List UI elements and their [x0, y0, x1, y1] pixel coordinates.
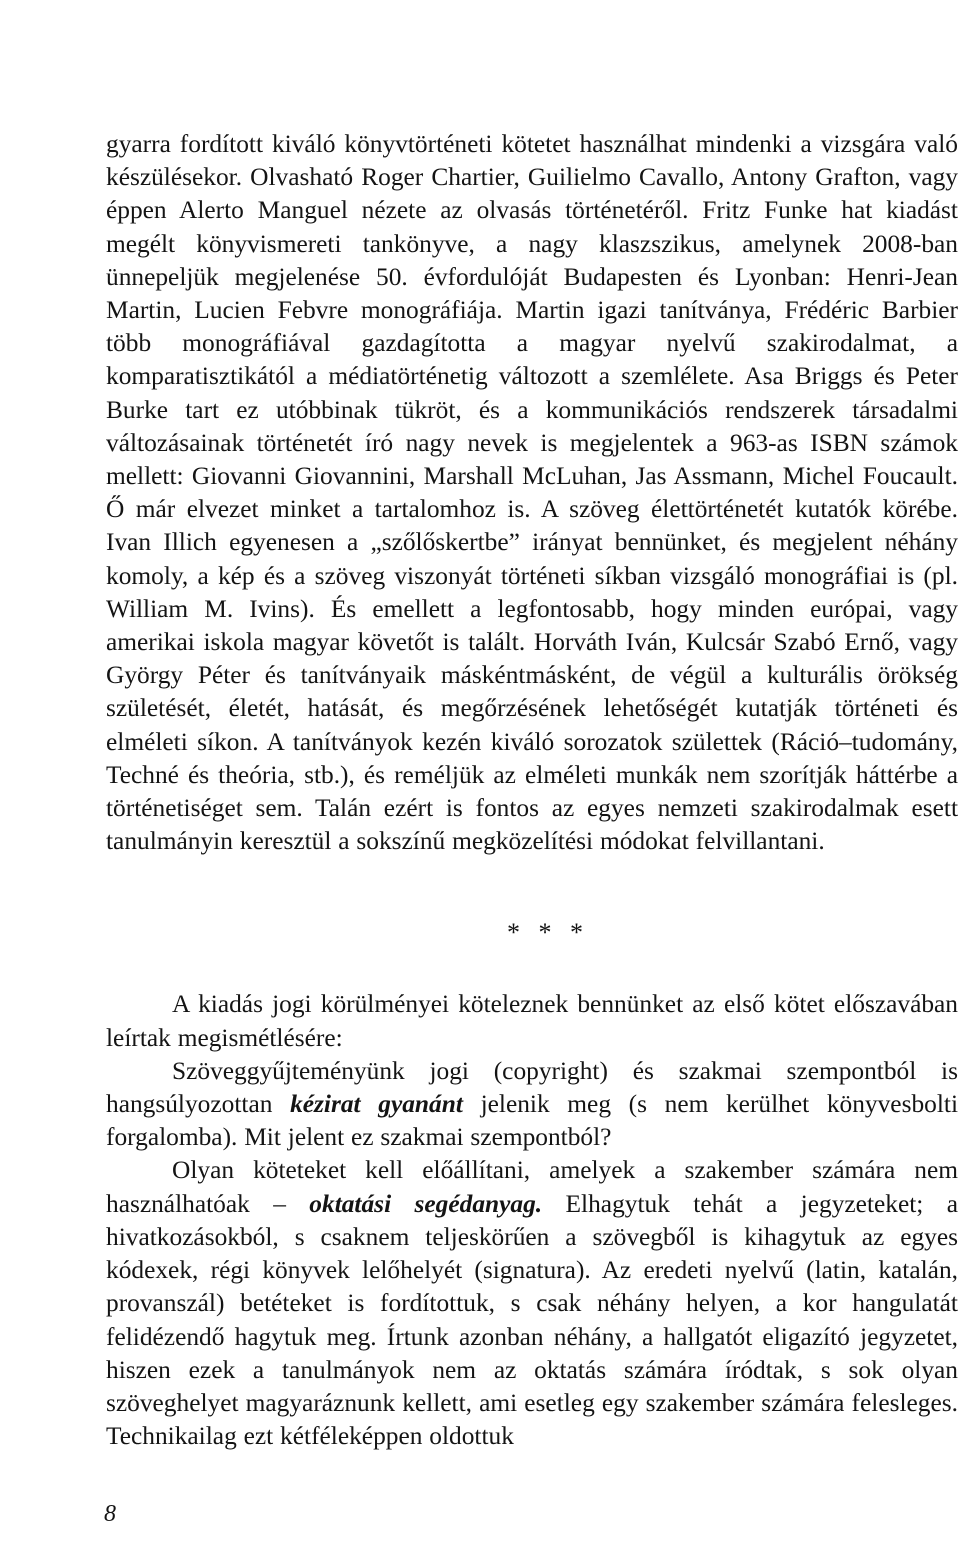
emphasis-manuscript: kézirat gyanánt: [290, 1090, 463, 1119]
paragraph-copyright-text-before: Szöveggyűjteményünk jogi (copyright) és szakmai szempontból is hangsúlyozottan: [106, 1056, 958, 1119]
paragraph-continued: gyarra fordított kiváló könyvtörténeti kötetet használhat mindenki a vizsgára való készülésekor. Olvasható Roger Chartier, Guilielmo Cavallo, Antony Grafton, vagy éppen Alerto Manguel nézete az olvasás történetéről. Fritz Funke hat kiadást megélt könyvismereti tankönyve, a nagy klaszszikus, amelynek 2008-ban ünnepeljük megjelenése 50. évfordulóját Budapesten és Lyonban: Henri-Jean Martin, Lucien Febvre monográfiája. Martin igazi tanítványa, Frédéric Barbier több monográfiával gazdagította a magyar nyelvű szakirodalmat, a komparatisztikától a médiatörténetig változott a szemlélete. Asa Briggs és Peter Burke tart ez utóbbinak tükröt, és a kommunikációs rendszerek társadalmi változásainak történetét író nagy nevek is megjelentek a 963-as ISBN számok mellett: Giovanni Giovannini, Marshall McLuhan, Jas Assmann, Michel Foucault. Ő már elvezet minket a tartalomhoz is. A szöveg élettörténetét kutatók körébe. Ivan Illich egyenesen a „szőlőskertbe” irányat bennünket, és megjelent néhány komoly, a kép és a szöveg viszonyát történeti síkban vizsgáló monográfiai is (pl. William M. Ivins). És emellett a legfontosabb, hogy minden európai, vagy amerikai iskola magyar követőt is talált. Horváth Iván, Kulcsár Szabó Ernő, vagy György Péter és tanítványaik máskéntmásként, de végül a kulturális örökség születését, életét, hatását, és megőrzésének lehetőségét kutatják történeti és elméleti síkon. A tanítványok kezén kiváló sorozatok születtek (Ráció–tudomány, Techné és theória, stb.), és reméljük az elméleti munkák nem szorítják háttérbe a történetiséget sem. Talán ezért is fontos az egyes nemzeti szakirodalmak esett tanulmányin keresztül a sokszínű megközelítési módokat felvillantani.: [106, 130, 958, 856]
page-number: 8: [104, 1501, 116, 1527]
paragraph-teaching-text-before: Olyan köteteket kell előállítani, amelyek a szakember számára nem használhatóak –: [106, 1156, 958, 1218]
page-body: [106, 128, 958, 1453]
section-separator: * * *: [507, 918, 589, 948]
emphasis-teaching-material: oktatási segédanyag.: [309, 1189, 543, 1218]
paragraph-copyright-text-after: jelenik meg (s nem kerülhet könyvesbolti forgalomba). Mit jelent ez szakmai szempontból?: [106, 1090, 959, 1152]
paragraph-copyright: [106, 1055, 958, 1155]
paragraph-legal-intro: A kiadás jogi körülményei köteleznek bennünket az első kötet előszavában leírtak megismétlésére:: [106, 990, 958, 1052]
paragraph-teaching-material: [106, 1154, 958, 1453]
paragraph-teaching-text-after: Elhagytuk tehát a jegyzeteket; a hivatkozásokból, s csaknem teljeskörűen a szövegből is kihagytuk az egyes kódexek, régi könyvek lelőhelyét (signatura). Az eredeti nyelvű (latin, katalán, provanszál) betéteket is fordítottuk, s csak néhány helyen, a kor hangulatát felidézendő hagytuk meg. Írtunk azonban néhány, a hallgatót eligazító jegyzetet, hiszen ezek a tanulmányok nem az oktatás számára íródtak, s sok olyan szöveghelyet magyaráznunk kellett, ami esetleg egy szakember számára felesleges. Technikailag ezt kétféleképpen oldottuk: [106, 1189, 958, 1451]
